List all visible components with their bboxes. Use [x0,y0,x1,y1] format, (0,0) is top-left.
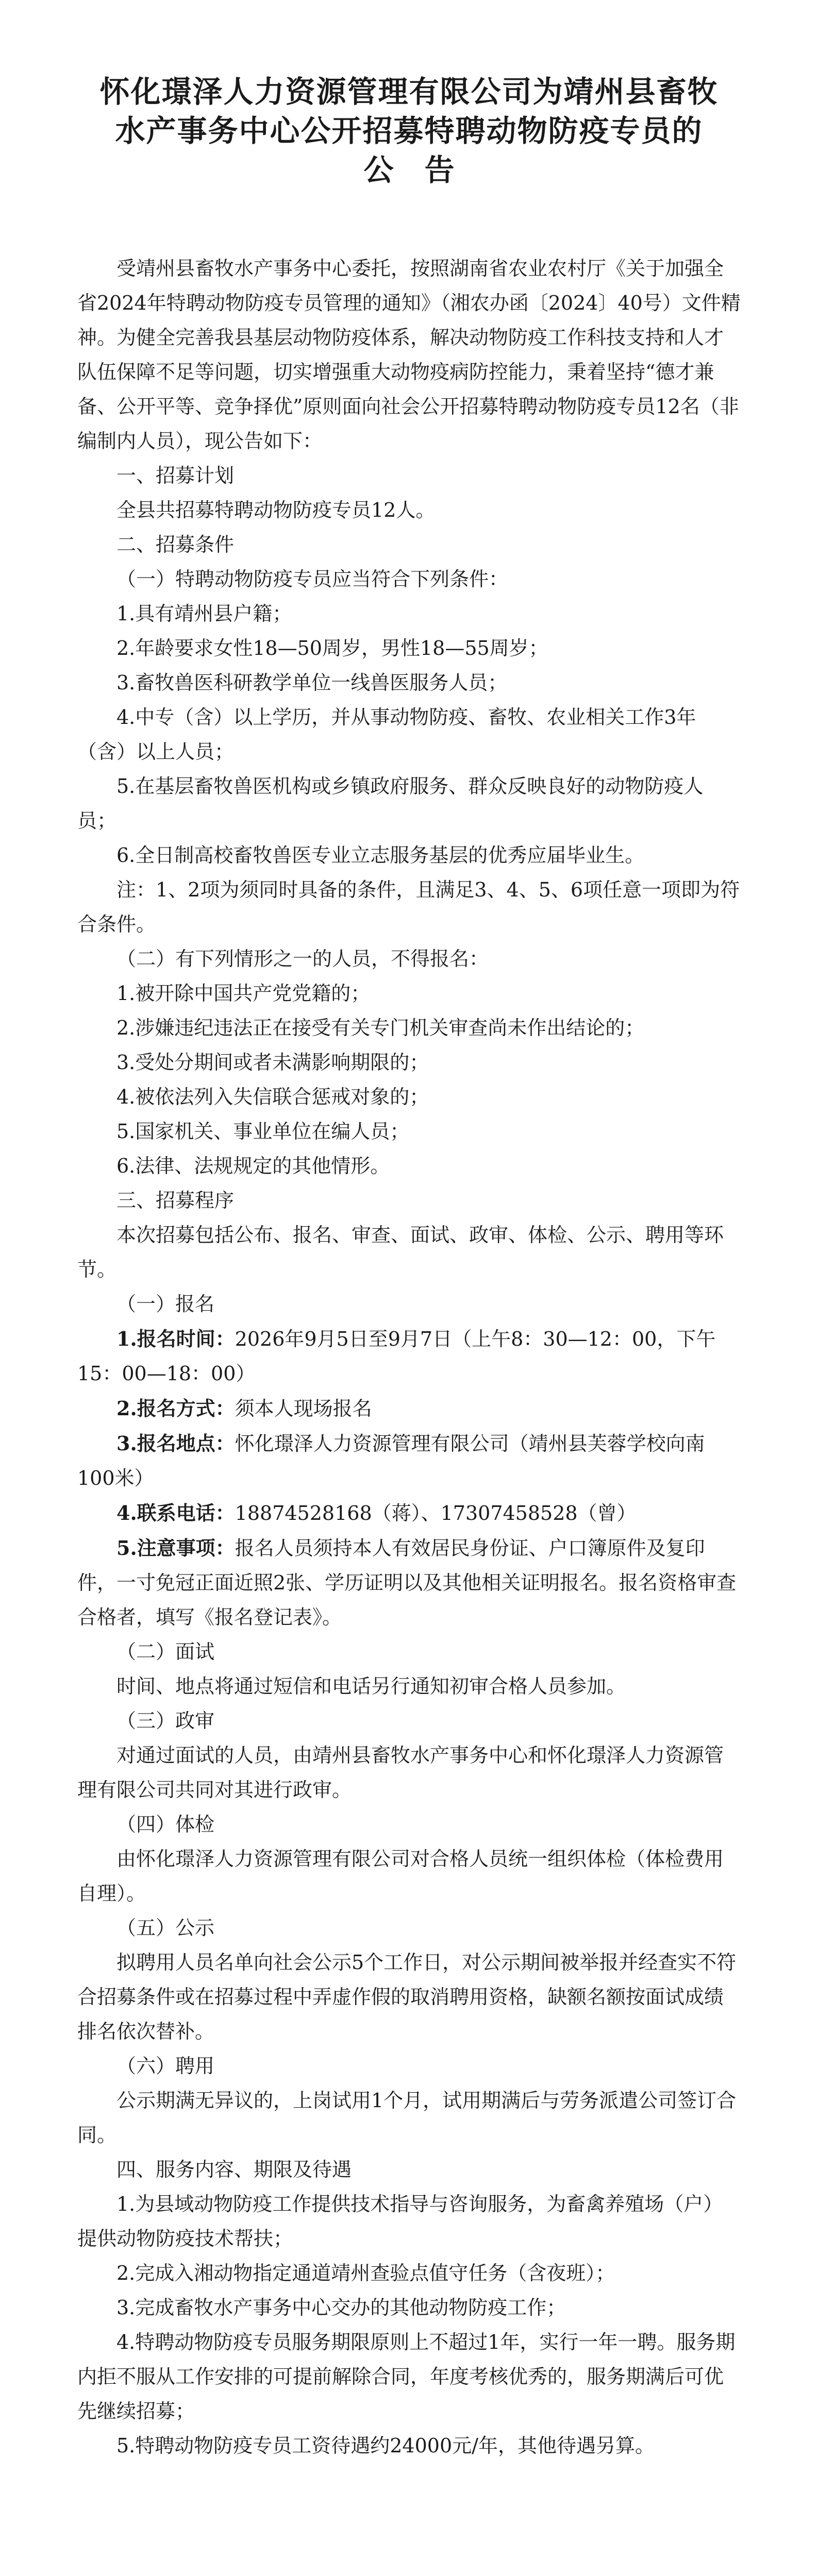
section-1-heading: 一、招募计划 [116,464,235,487]
section-3-heading: 三、招募程序 [116,1189,235,1212]
registration-time-value: 2026年9月5日至9月7日（上午8：30—12：00，下午15：00—18：00） [77,1328,716,1385]
document-body [77,251,741,2463]
disqualifier-4: 4.被依法列入失信联合惩戒对象的； [116,1086,429,1108]
disqualifier-6: 6.法律、法规规定的其他情形。 [116,1155,390,1177]
condition-6: 6.全日制高校畜牧兽医专业立志服务基层的优秀应届毕业生。 [116,844,645,867]
disqualifier-5: 5.国家机关、事业单位在编人员； [116,1120,410,1143]
notes-value: 报名人员须持本人有效居民身份证、户口簿原件及复印件，一寸免冠正面近照2张、学历证明以及其他相关证明报名。报名资格审查合格者，填写《报名登记表》。 [77,1537,737,1629]
section-2-subheading-2: （二）有下列情形之一的人员，不得报名： [116,947,489,970]
service-item-2: 2.完成入湘动物指定通道靖州查验点值守任务（含夜班）； [116,2262,615,2284]
registration-method [77,1391,741,1426]
condition-2: 2.年龄要求女性18—50周岁，男性18—55周岁； [116,637,548,659]
contact-phone-value: 18874528168（蒋）、17307458528（曾） [235,1502,637,1524]
political-review-text: 对通过面试的人员，由靖州县畜牧水产事务中心和怀化璟泽人力资源管理有限公司共同对其进行政审。 [77,1744,724,1801]
condition-4: 4.中专（含）以上学历，并从事动物防疫、畜牧、农业相关工作3年（含）以上人员； [77,706,696,763]
section-4-heading: 四、服务内容、期限及待遇 [116,2158,352,2181]
service-item-4: 4.特聘动物防疫专员服务期限原则上不超过1年，实行一年一聘。服务期内拒不服从工作安排的可提前解除合同，年度考核优秀的，服务期满后可优先继续招募； [77,2331,736,2422]
condition-1: 1.具有靖州县户籍； [116,602,292,625]
hiring-subheading: （六）聘用 [116,2055,215,2077]
title-line-3 [77,150,741,190]
service-item-3: 3.完成畜牧水产事务中心交办的其他动物防疫工作； [116,2296,566,2319]
title-announcement-word: 公告 [363,152,486,188]
registration-method-value: 须本人现场报名 [235,1397,372,1420]
publicity-subheading: （五）公示 [116,1917,215,1939]
disqualifier-2: 2.涉嫌违纪违法正在接受有关专门机关审查尚未作出结论的； [116,1016,645,1039]
service-item-5: 5.特聘动物防疫专员工资待遇约24000元/年，其他待遇另算。 [116,2434,655,2457]
section-2-heading: 二、招募条件 [116,533,235,556]
publicity-text: 拟聘用人员名单向社会公示5个工作日，对公示期间被举报并经查实不符合招募条件或在招募过程中弄虚作假的取消聘用资格，缺额名额按面试成绩排名依次替补。 [77,1951,737,2043]
title-line-1: 怀化璟泽人力资源管理有限公司为靖州县畜牧 [99,74,719,109]
registration-location-value: 怀化璟泽人力资源管理有限公司（靖州县芙蓉学校向南100米） [77,1432,705,1489]
conditions-note: 注：1、2项为须同时具备的条件，且满足3、4、5、6项任意一项即为符合条件。 [77,878,740,936]
medical-exam-text: 由怀化璟泽人力资源管理有限公司对合格人员统一组织体检（体检费用自理）。 [77,1848,724,1905]
registration-location-label: 3.报名地点： [116,1432,235,1455]
condition-3: 3.畜牧兽医科研教学单位一线兽医服务人员； [116,671,508,694]
registration-location [77,1426,741,1496]
title-line-2: 水产事务中心公开招募特聘动物防疫专员的 [115,113,703,148]
intro-paragraph: 受靖州县畜牧水产事务中心委托，按照湖南省农业农村厅《关于加强全省2024年特聘动物防疫专员管理的通知》（湘农办函〔2024〕40号）文件精神。为健全完善我县基层动物防疫体系，解决动物防疫工作科技支持和人才队伍保障不足等问题，切实增强重大动物疫病防控能力，秉着坚持“德才兼备、公开平等、竞争择优”原则面向社会公开招募特聘动物防疫专员12名（非编制内人员），现公告如下： [77,257,741,452]
political-review-subheading: （三）政审 [116,1709,215,1732]
service-item-1: 1.为县域动物防疫工作提供技术指导与咨询服务，为畜禽养殖场（户）提供动物防疫技术帮扶； [77,2193,723,2250]
condition-5: 5.在基层畜牧兽医机构或乡镇政府服务、群众反映良好的动物防疫人员； [77,775,704,832]
registration-subheading: （一）报名 [116,1293,215,1315]
registration-method-label: 2.报名方式： [116,1397,235,1420]
medical-exam-subheading: （四）体检 [116,1813,215,1836]
section-3-text: 本次招募包括公布、报名、审查、面试、政审、体检、公示、聘用等环节。 [77,1224,724,1281]
disqualifier-3: 3.受处分期间或者未满影响期限的； [116,1051,429,1074]
notes [77,1531,741,1635]
interview-subheading: （二）面试 [116,1640,215,1663]
disqualifier-1: 1.被开除中国共产党党籍的； [116,982,371,1005]
notes-label: 5.注意事项： [116,1536,235,1560]
contact-phone-label: 4.联系电话： [116,1501,235,1524]
registration-time-label: 1.报名时间： [116,1327,235,1350]
registration-time [77,1321,741,1391]
section-1-text: 全县共招募特聘动物防疫专员12人。 [116,499,436,521]
section-2-subheading-1: （一）特聘动物防疫专员应当符合下列条件： [116,568,509,590]
hiring-text: 公示期满无异议的，上岗试用1个月，试用期满后与劳务派遣公司签订合同。 [77,2089,737,2146]
contact-phone [77,1496,741,1531]
interview-text: 时间、地点将通过短信和电话另行通知初审合格人员参加。 [116,1675,626,1698]
